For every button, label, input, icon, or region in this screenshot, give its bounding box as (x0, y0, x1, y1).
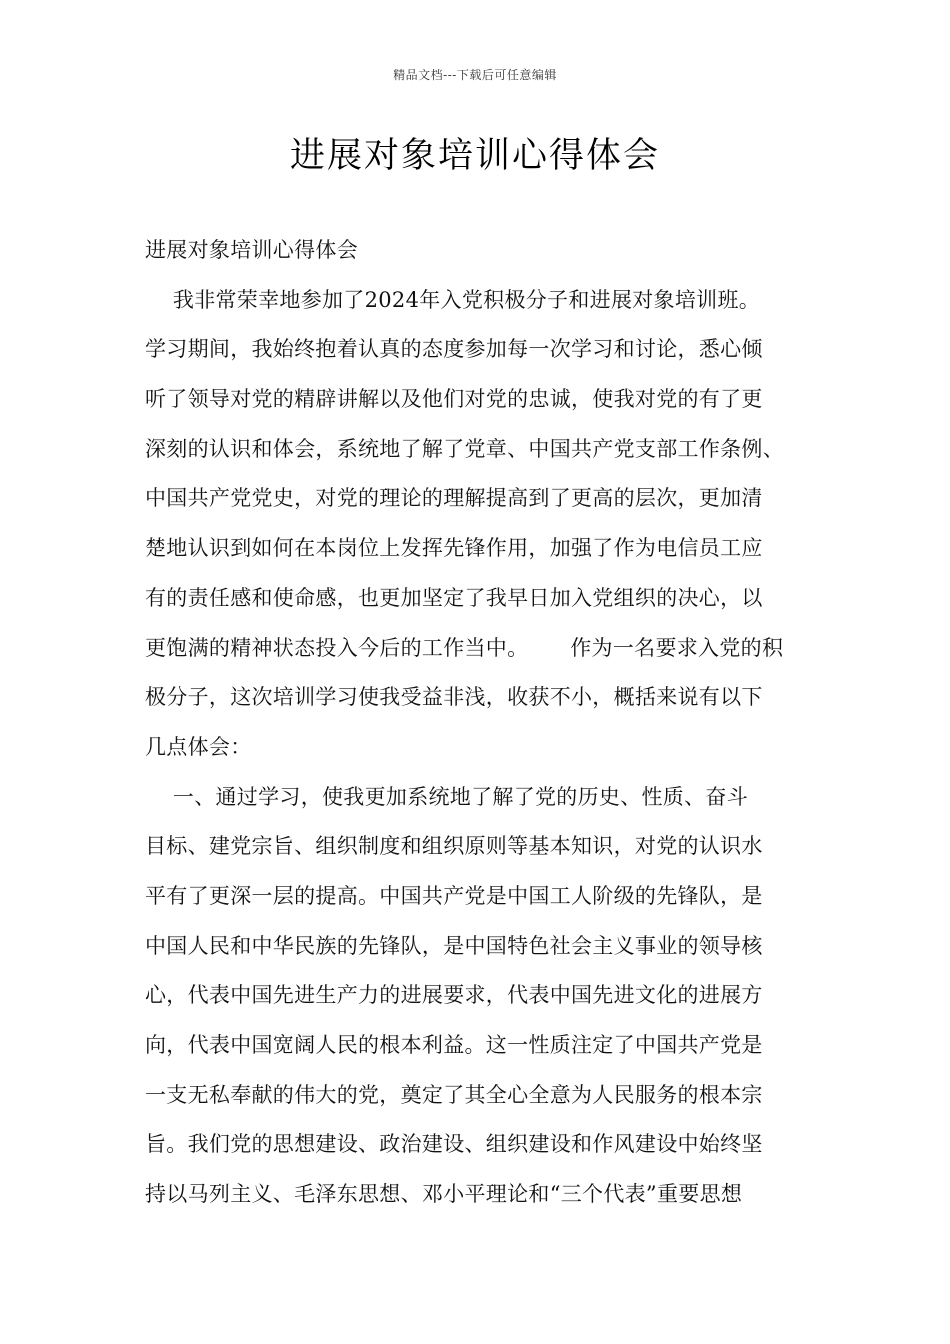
body-line: 极分子，这次培训学习使我受益非浅，收获不小，概括来说有以下 (145, 685, 763, 710)
document-title: 进展对象培训心得体会 (289, 136, 660, 176)
body-line: 楚地认识到如何在本岗位上发挥先锋作用，加强了作为电信员工应 (145, 536, 763, 561)
body-line: 我非常荣幸地参加了2024年入党积极分子和进展对象培训班。 (145, 287, 761, 312)
body-line: 学习期间，我始终抱着认真的态度参加每一次学习和讨论，悉心倾 (145, 337, 763, 362)
document-body (145, 232, 810, 1226)
body-line: 目标、建党宗旨、组织制度和组织原则等基本知识，对党的认识水 (145, 834, 763, 859)
body-line: 中国共产党党史，对党的理论的理解提高到了更高的层次，更加清 (145, 486, 763, 511)
body-line: 更饱满的精神状态投入今后的工作当中。 作为一名要求入党的积 (145, 635, 784, 660)
body-line: 进展对象培训心得体会 (145, 238, 358, 262)
body-line: 一支无私奉献的伟大的党，奠定了其全心全意为人民服务的根本宗 (145, 1082, 763, 1107)
body-line: 心，代表中国先进生产力的进展要求，代表中国先进文化的进展方 (145, 983, 763, 1008)
header-note: 精品文档---下载后可任意编辑 (393, 68, 557, 82)
body-line: 向，代表中国宽阔人民的根本利益。这一性质注定了中国共产党是 (145, 1033, 763, 1057)
body-line: 一、通过学习，使我更加系统地了解了党的历史、性质、奋斗 (145, 784, 748, 809)
body-line: 有的责任感和使命感，也更加坚定了我早日加入党组织的决心，以 (145, 585, 763, 610)
body-line: 持以马列主义、毛泽东思想、邓小平理论和“三个代表”重要思想 (145, 1182, 743, 1207)
body-line: 平有了更深一层的提高。中国共产党是中国工人阶级的先锋队，是 (145, 883, 763, 908)
body-line: 中国人民和中华民族的先锋队，是中国特色社会主义事业的领导核 (145, 933, 763, 958)
body-line: 几点体会： (145, 734, 252, 759)
body-line: 听了领导对党的精辟讲解以及他们对党的忠诚，使我对党的有了更 (145, 387, 763, 412)
body-line: 旨。我们党的思想建设、政治建设、组织建设和作风建设中始终坚 (145, 1132, 763, 1157)
body-line: 深刻的认识和体会，系统地了解了党章、中国共产党支部工作条例、 (145, 436, 784, 461)
